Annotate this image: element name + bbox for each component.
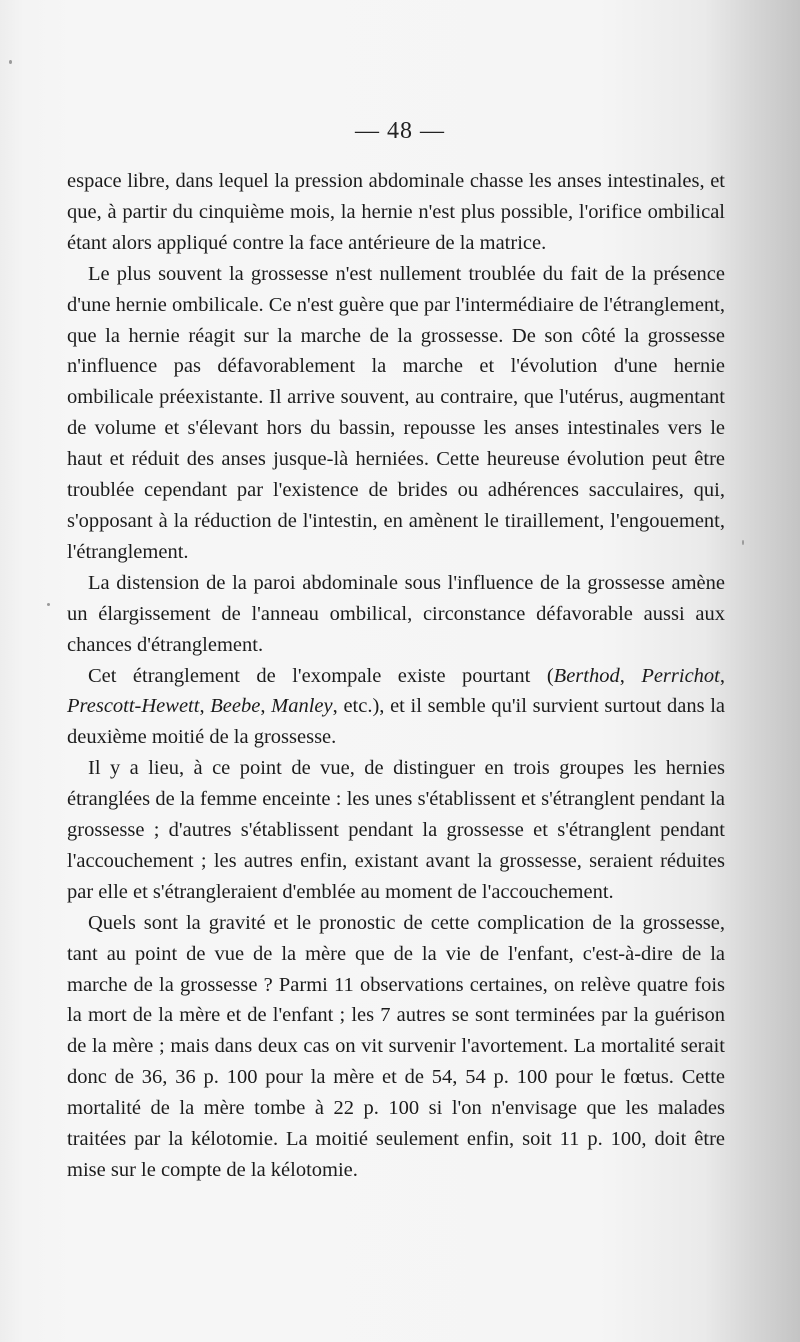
citation-separator: , <box>719 664 726 687</box>
citation-separator: , <box>619 664 642 687</box>
paper-speck <box>9 60 12 64</box>
citation-prescott-hewett: Prescott-Hewett <box>67 695 200 718</box>
citation-manley: Manley <box>271 695 333 718</box>
citation-beebe: Beebe <box>210 695 261 718</box>
paragraph-4 <box>67 661 725 754</box>
paragraph-6: Quels sont la gravité et le pronostic de cette complication de la grossesse, tant au point de vue de la mère que de la vie de l'enfant, c'est-à-dire de la marche de la grossesse ? Parmi 11 observations certaines, on relève quatre fois la mort de la mère et de l'enfant ; les 7 autres se sont terminées par la guérison de la mère ; mais dans deux cas on vit survenir l'avortement. La mortalité serait donc de 36, 36 p. 100 pour la mère et de 54, 54 p. 100 pour le fœtus. Cette mortalité de la mère tombe à 22 p. 100 si l'on n'envisage que les malades traitées par la kélotomie. La moitié seulement enfin, soit 11 p. 100, doit être mise sur le compte de la kélotomie. <box>67 911 725 1181</box>
paragraph-4-tail: , etc.), et il semble qu'il survient surtout dans la deuxième moitié de la grossesse. <box>67 695 726 749</box>
paragraph-5: Il y a lieu, à ce point de vue, de distinguer en trois groupes les hernies étranglées de la femme enceinte : les unes s'établissent et s'étranglent pendant la grossesse ; d'autres s'établissent pendant la grossesse et s'étranglent pendant l'accouchement ; les autres enfin, existant avant la grossesse, seraient réduites par elle et s'étrangleraient d'emblée au moment de l'accouchement. <box>67 757 725 903</box>
paragraph-4-lead: Cet étranglement de l'exompale existe pourtant ( <box>88 664 554 687</box>
paragraph-2: Le plus souvent la grossesse n'est nullement troublée du fait de la présence d'une hernie ombilicale. Ce n'est guère que par l'intermédiaire de l'étranglement, que la hernie réagit sur la marche de la grossesse. De son côté la grossesse n'influence pas défavorablement la marche et l'évolution d'une hernie ombilicale préexistante. Il arrive souvent, au contraire, que l'utérus, augmentant de volume et s'élevant hors du bassin, repousse les anses intestinales vers le haut et réduit des anses jusque-là herniées. Cette heureuse évolution peut être troublée cependant par l'existence de brides ou adhérences sacculaires, qui, s'opposant à la réduction de l'intestin, en amènent le tiraillement, l'engouement, l'étranglement. <box>67 262 725 563</box>
citation-separator: , <box>260 695 272 718</box>
paper-speck <box>47 603 50 606</box>
citation-berthod: Berthod <box>553 664 620 687</box>
paragraph-3: La distension de la paroi abdominale sous l'influence de la grossesse amène un élargissement de l'anneau ombilical, circonstance défavorable aussi aux chances d'étranglement. <box>67 571 725 656</box>
body-text <box>67 166 725 1186</box>
citation-perrichot: Perrichot <box>641 664 720 687</box>
paragraph-1: espace libre, dans lequel la pression abdominale chasse les anses intestinales, et que, à partir du cinquième mois, la hernie n'est plus possible, l'orifice ombilical étant alors appliqué contre la face antérieure de la matrice. <box>67 170 725 254</box>
paper-speck <box>742 540 744 545</box>
page-number: — 48 — <box>355 118 445 144</box>
citation-separator: , <box>199 695 211 718</box>
